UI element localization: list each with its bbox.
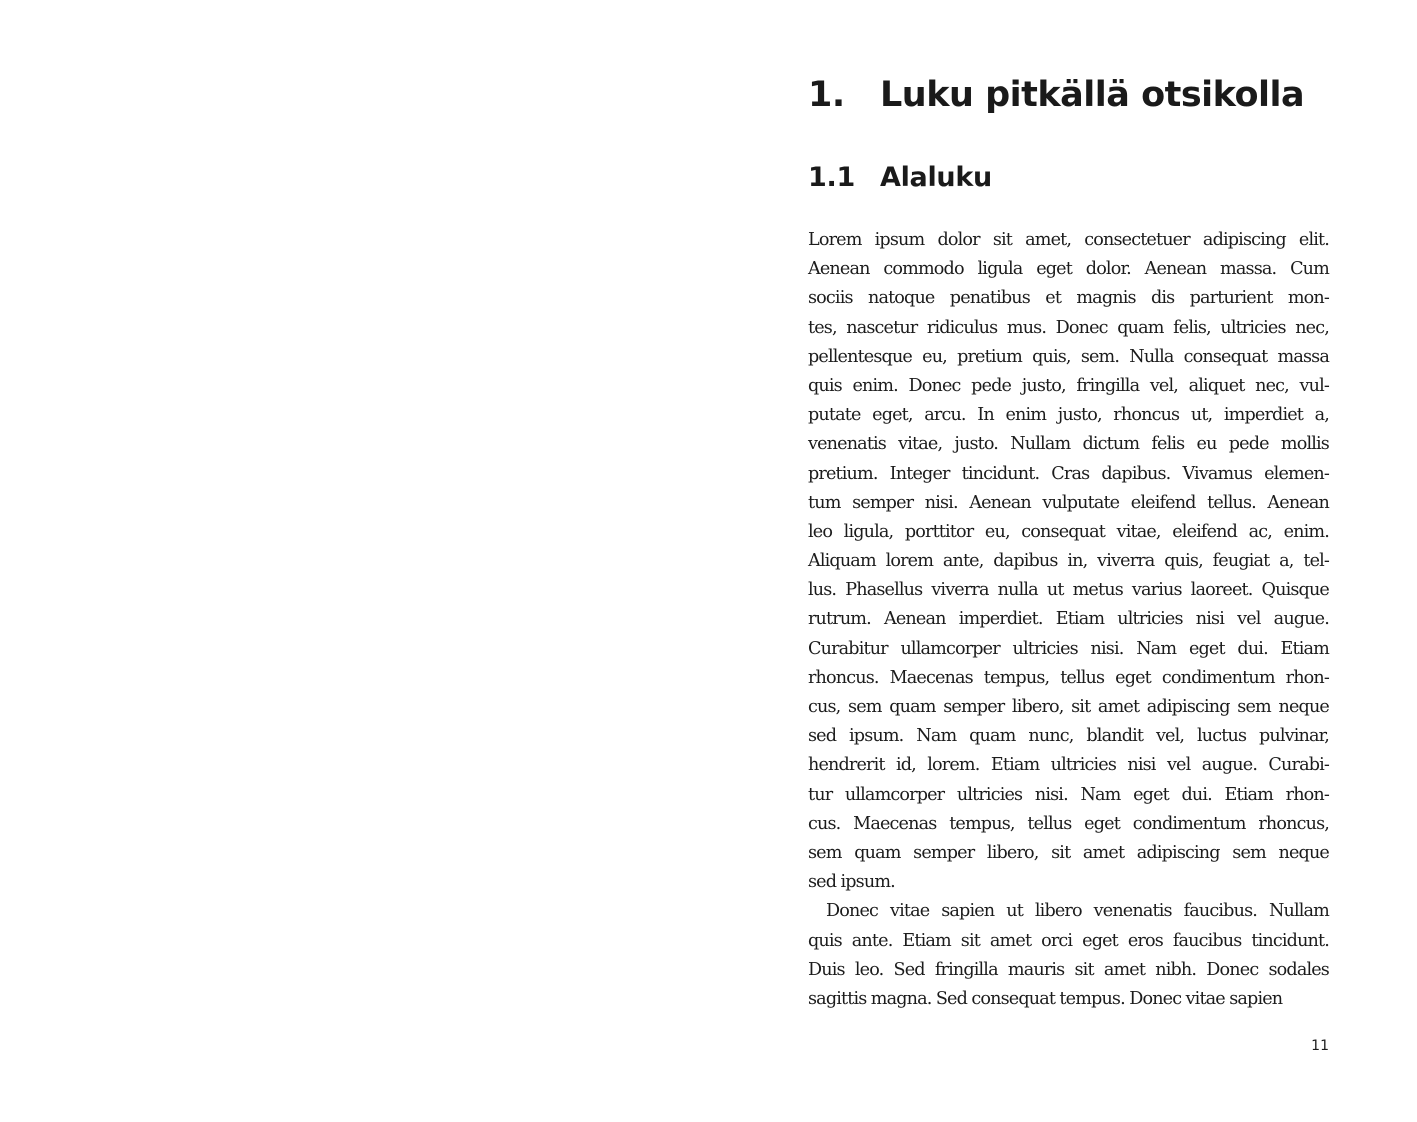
- text-line: venenatis vitae, justo. Nullam dictum felis eu pede mollis: [808, 434, 1329, 455]
- text-line: putate eget, arcu. In enim justo, rhoncus ut, imperdiet a,: [808, 405, 1329, 426]
- text-line: Curabitur ullamcorper ultricies nisi. Nam eget dui. Etiam: [808, 638, 1329, 659]
- text-line: quis enim. Donec pede justo, fringilla vel, aliquet nec, vul-: [808, 375, 1329, 396]
- section-number: 1.1: [808, 162, 855, 193]
- text-line: sed ipsum. Nam quam nunc, blandit vel, luctus pulvinar,: [808, 726, 1329, 747]
- chapter-number: 1.: [808, 75, 845, 115]
- text-line: hendrerit id, lorem. Etiam ultricies nisi vel augue. Curabi-: [808, 755, 1329, 776]
- text-line: Aenean commodo ligula eget dolor. Aenean massa. Cum: [808, 259, 1329, 280]
- text-line: sem quam semper libero, sit amet adipiscing sem neque: [808, 842, 1329, 863]
- section-heading: [808, 158, 1368, 198]
- text-line: Aliquam lorem ante, dapibus in, viverra quis, feugiat a, tel-: [808, 551, 1329, 572]
- text-line: sed ipsum.: [808, 872, 895, 893]
- text-line: quis ante. Etiam sit amet orci eget eros faucibus tincidunt.: [808, 930, 1329, 951]
- text-line: Duis leo. Sed fringilla mauris sit amet nibh. Donec sodales: [808, 959, 1329, 980]
- text-line: tur ullamcorper ultricies nisi. Nam eget dui. Etiam rhon-: [808, 784, 1329, 805]
- paragraph: [808, 897, 1329, 1014]
- section-title: Alaluku: [880, 162, 992, 193]
- chapter-title: Luku pitkällä otsikolla: [880, 75, 1305, 115]
- text-line: sociis natoque penatibus et magnis dis parturient mon-: [808, 288, 1329, 309]
- chapter-heading: [808, 70, 1368, 120]
- text-line: Donec vitae sapien ut libero venenatis faucibus. Nullam: [826, 901, 1329, 922]
- text-line: Lorem ipsum dolor sit amet, consectetuer adipiscing elit.: [808, 230, 1329, 250]
- text-line: leo ligula, porttitor eu, consequat vitae, eleifend ac, enim.: [808, 521, 1329, 542]
- text-line: cus, sem quam semper libero, sit amet adipiscing sem neque: [808, 697, 1329, 717]
- text-line: lus. Phasellus viverra nulla ut metus varius laoreet. Quisque: [808, 580, 1329, 601]
- paragraph: [808, 226, 1329, 897]
- text-line: sagittis magna. Sed consequat tempus. Donec vitae sapien: [808, 988, 1283, 1009]
- text-line: pretium. Integer tincidunt. Cras dapibus. Vivamus elemen-: [808, 463, 1329, 484]
- text-line: tes, nascetur ridiculus mus. Donec quam felis, ultricies nec,: [808, 317, 1329, 338]
- left-page-blank: [0, 0, 708, 1122]
- body-text: [808, 226, 1329, 1014]
- text-line: rutrum. Aenean imperdiet. Etiam ultricies nisi vel augue.: [808, 609, 1329, 630]
- right-page: [708, 0, 1417, 1122]
- text-line: rhoncus. Maecenas tempus, tellus eget condimentum rhon-: [808, 667, 1329, 688]
- text-line: pellentesque eu, pretium quis, sem. Nulla consequat massa: [808, 346, 1329, 367]
- page-number: 11: [1311, 1038, 1329, 1054]
- text-line: tum semper nisi. Aenean vulputate eleifend tellus. Aenean: [808, 492, 1329, 513]
- text-line: cus. Maecenas tempus, tellus eget condimentum rhoncus,: [808, 813, 1329, 834]
